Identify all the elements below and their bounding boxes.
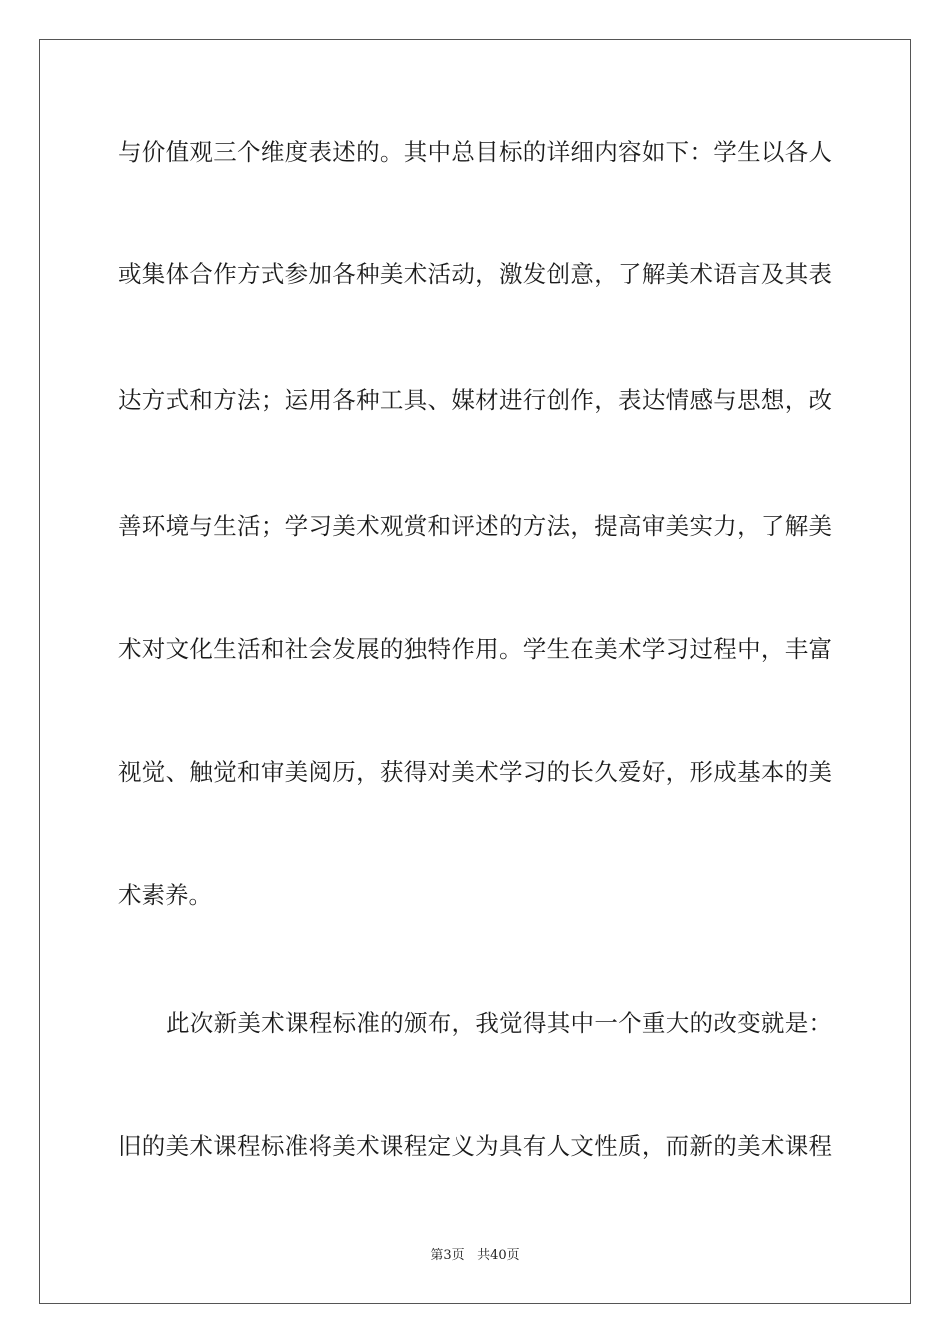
page-border xyxy=(39,39,911,1304)
paragraph-line: 与价值观三个维度表述的。其中总目标的详细内容如下：学生以各人 xyxy=(118,138,832,166)
paragraph-line: 视觉、触觉和审美阅历，获得对美术学习的长久爱好，形成基本的美 xyxy=(118,758,832,786)
page-number: 第3页 xyxy=(430,1248,465,1263)
page-total: 共40页 xyxy=(477,1248,520,1263)
paragraph-line: 术对文化生活和社会发展的独特作用。学生在美术学习过程中，丰富 xyxy=(118,635,832,663)
paragraph-line: 善环境与生活；学习美术观赏和评述的方法，提高审美实力，了解美 xyxy=(118,512,832,540)
paragraph-line: 旧的美术课程标准将美术课程定义为具有人文性质，而新的美术课程 xyxy=(118,1132,832,1160)
page-footer xyxy=(0,1246,950,1266)
paragraph-line: 此次新美术课程标准的颁布，我觉得其中一个重大的改变就是： xyxy=(166,1009,832,1037)
paragraph-line: 达方式和方法；运用各种工具、媒材进行创作，表达情感与思想，改 xyxy=(118,386,832,414)
paragraph-line: 术素养。 xyxy=(118,881,212,909)
paragraph-line: 或集体合作方式参加各种美术活动，激发创意，了解美术语言及其表 xyxy=(118,260,832,288)
